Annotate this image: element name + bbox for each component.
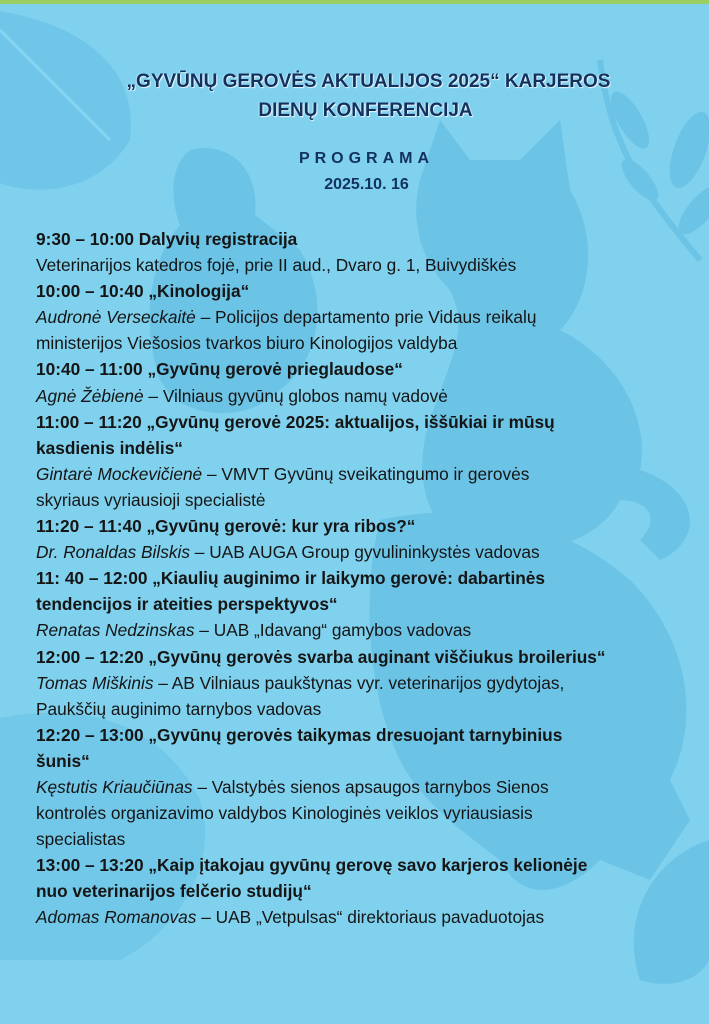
item-heading: 11: 40 – 12:00 „Kiaulių auginimo ir laikymo gerovė: dabartinės bbox=[36, 568, 546, 589]
item-speaker: Gintarė Mockevičienė bbox=[36, 463, 203, 484]
program-date: 2025.10. 16 bbox=[324, 176, 409, 193]
item-speaker: Tomas Miškinis bbox=[36, 672, 154, 693]
schedule-item bbox=[36, 644, 704, 722]
schedule-item bbox=[36, 226, 704, 278]
item-detail: – Vilniaus gyvūnų globos namų vadovė bbox=[143, 385, 448, 406]
item-speaker: Kęstutis Kriaučiūnas bbox=[36, 776, 193, 797]
item-detail: – UAB „Idavang“ gamybos vadovas bbox=[194, 620, 472, 641]
item-detail: specialistas bbox=[36, 829, 126, 850]
page-title bbox=[0, 67, 709, 125]
item-detail: skyriaus vyriausioji specialistė bbox=[36, 489, 266, 510]
top-accent-bar bbox=[0, 0, 709, 4]
item-speaker: Audronė Verseckaitė bbox=[36, 307, 196, 328]
item-speaker: Agnė Žėbienė bbox=[36, 385, 144, 406]
item-heading: 12:00 – 12:20 „Gyvūnų gerovės svarba auginant viščiukus broilerius“ bbox=[36, 646, 606, 667]
schedule-list bbox=[36, 226, 704, 931]
title-line-2: DIENŲ KONFERENCIJA bbox=[258, 100, 473, 121]
item-detail: kontrolės organizavimo valdybos Kinologinės veiklos vyriausiasis bbox=[36, 803, 533, 824]
item-detail: – Valstybės sienos apsaugos tarnybos Sienos bbox=[192, 776, 549, 797]
item-detail: Paukščių auginimo tarnybos vadovas bbox=[36, 698, 322, 719]
item-detail: ministerijos Viešosios tvarkos biuro Kinologijos valdyba bbox=[36, 333, 458, 354]
item-heading: 10:00 – 10:40 „Kinologija“ bbox=[36, 281, 250, 302]
item-speaker: Adomas Romanovas bbox=[36, 907, 197, 928]
item-heading: kasdienis indėlis“ bbox=[36, 437, 183, 458]
item-heading: tendencijos ir ateities perspektyvos“ bbox=[36, 594, 338, 615]
schedule-item bbox=[36, 513, 704, 565]
item-heading: nuo veterinarijos felčerio studijų“ bbox=[36, 881, 312, 902]
item-detail: – UAB AUGA Group gyvulininkystės vadovas bbox=[189, 542, 540, 563]
schedule-item bbox=[36, 722, 704, 852]
item-heading: 9:30 – 10:00 Dalyvių registracija bbox=[36, 229, 298, 249]
schedule-item bbox=[36, 565, 704, 643]
schedule-item bbox=[36, 852, 704, 930]
item-heading: šunis“ bbox=[36, 750, 90, 771]
item-detail: Veterinarijos katedros fojė, prie II aud., Dvaro g. 1, Buivydiškės bbox=[36, 255, 517, 276]
item-heading: 11:00 – 11:20 „Gyvūnų gerovė 2025: aktualijos, iššūkiai ir mūsų bbox=[36, 411, 555, 432]
item-heading: 11:20 – 11:40 „Gyvūnų gerovė: kur yra ribos?“ bbox=[36, 516, 416, 537]
item-heading: 12:20 – 13:00 „Gyvūnų gerovės taikymas dresuojant tarnybinius bbox=[36, 724, 563, 745]
item-detail: – UAB „Vetpulsas“ direktoriaus pavaduotojas bbox=[196, 907, 545, 928]
schedule-item bbox=[36, 356, 704, 408]
item-heading: 10:40 – 11:00 „Gyvūnų gerovė prieglaudose“ bbox=[36, 359, 403, 380]
item-detail: – AB Vilniaus paukštynas vyr. veterinarijos gydytojas, bbox=[153, 672, 565, 693]
item-speaker: Renatas Nedzinskas bbox=[36, 620, 195, 641]
item-detail: – VMVT Gyvūnų sveikatingumo ir gerovės bbox=[202, 463, 530, 484]
item-detail: – Policijos departamento prie Vidaus reikalų bbox=[195, 307, 537, 328]
program-label: PROGRAMA bbox=[298, 150, 435, 167]
item-speaker: Dr. Ronaldas Bilskis bbox=[36, 542, 190, 563]
title-line-1: „GYVŪNŲ GEROVĖS AKTUALIJOS 2025“ KARJEROS bbox=[126, 71, 611, 92]
schedule-item bbox=[36, 278, 704, 356]
item-heading: 13:00 – 13:20 „Kaip įtakojau gyvūnų gerovę savo karjeros kelionėje bbox=[36, 855, 588, 876]
schedule-item bbox=[36, 409, 704, 513]
